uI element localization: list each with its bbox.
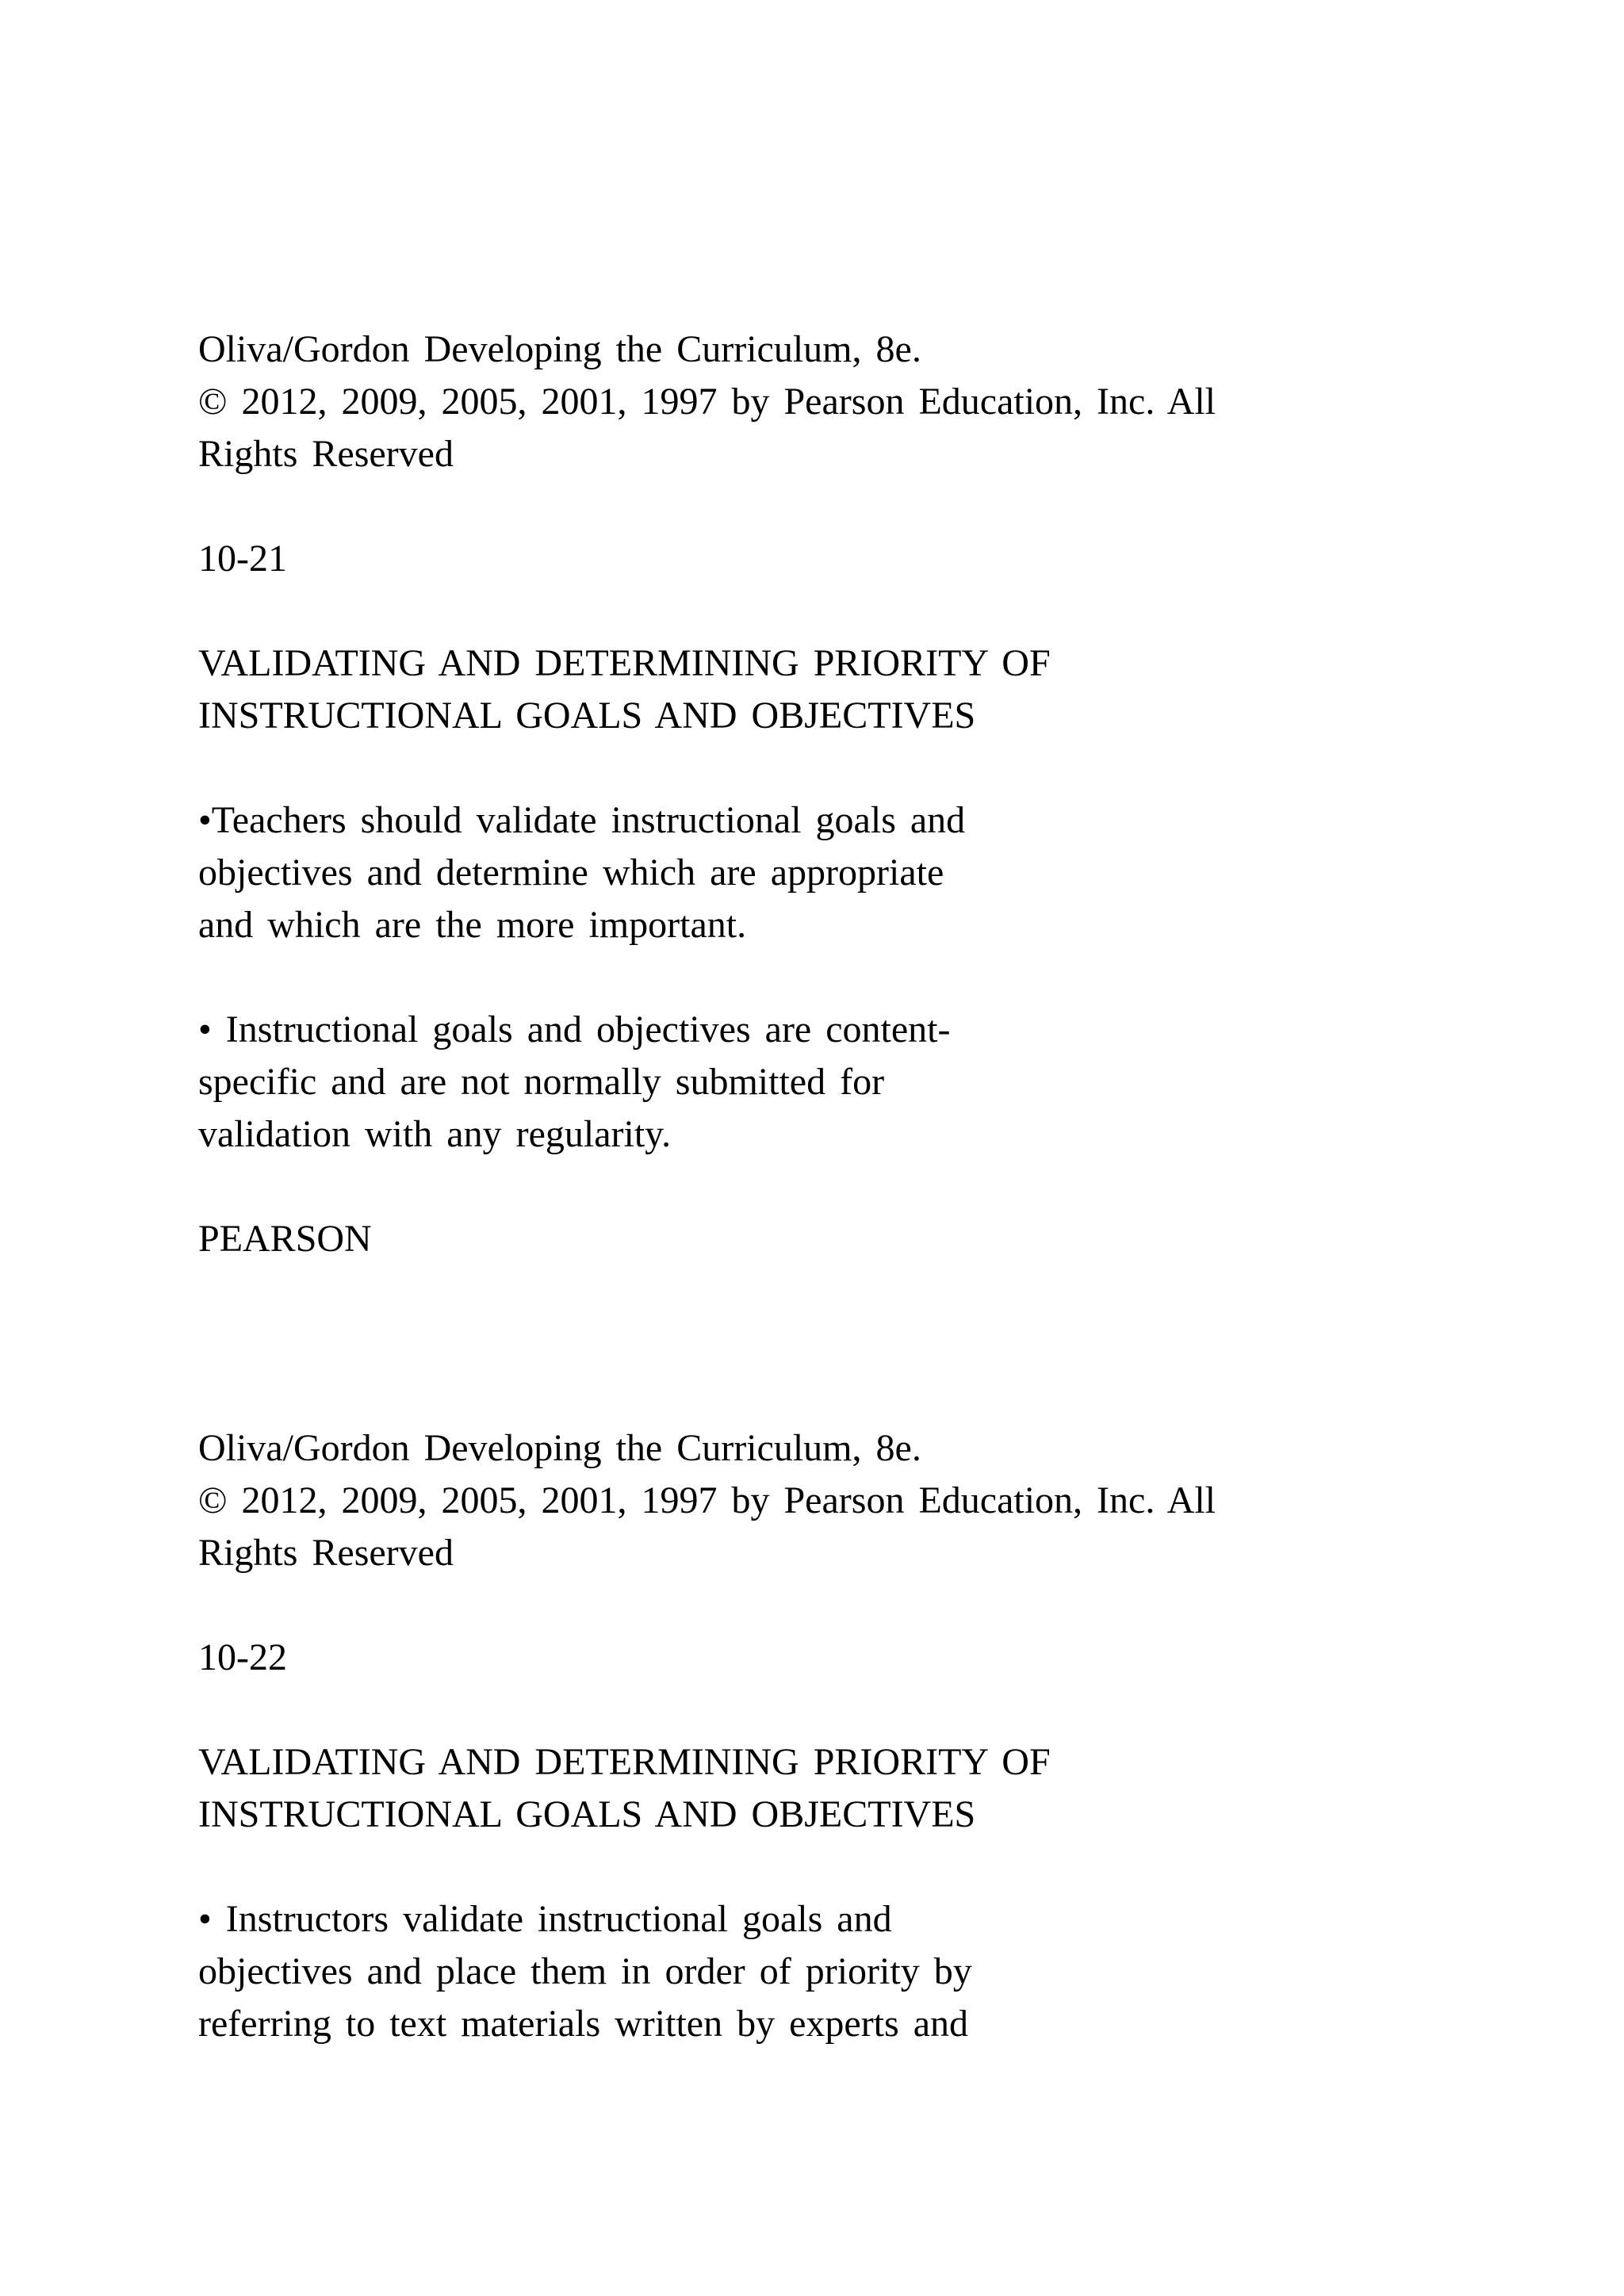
bullet-text: specific and are not normally submitted for — [198, 1061, 885, 1103]
book-title: Oliva/Gordon Developing the Curriculum, 8e. — [198, 328, 921, 370]
bullet-text: •Teachers should validate instructional goals and — [198, 799, 966, 841]
publisher-name: PEARSON — [198, 1218, 372, 1260]
bullet-text: • Instructors validate instructional goals and — [198, 1898, 892, 1940]
copyright-line: © 2012, 2009, 2005, 2001, 1997 by Pearson Education, Inc. All — [198, 1479, 1216, 1521]
bullet-text: referring to text materials written by experts and — [198, 2003, 968, 2045]
bullet-text: and which are the more important. — [198, 904, 747, 946]
bullet-text: validation with any regularity. — [198, 1113, 672, 1155]
slide-heading: INSTRUCTIONAL GOALS AND OBJECTIVES — [198, 1793, 976, 1835]
bullet-item — [198, 1004, 1546, 1161]
copyright-line: Rights Reserved — [198, 1532, 454, 1574]
slide-heading: VALIDATING AND DETERMINING PRIORITY OF — [198, 1741, 1051, 1783]
slide-block — [198, 1422, 1546, 2050]
slide-block — [198, 323, 1546, 1265]
slide-number: 10-22 — [198, 1636, 287, 1678]
bullet-item — [198, 794, 1546, 951]
bullet-item — [198, 1893, 1546, 2050]
slide-heading: VALIDATING AND DETERMINING PRIORITY OF — [198, 642, 1051, 684]
bullet-text: • Instructional goals and objectives are content- — [198, 1008, 951, 1050]
bullet-text: objectives and determine which are appropriate — [198, 851, 944, 894]
slide-heading: INSTRUCTIONAL GOALS AND OBJECTIVES — [198, 695, 976, 737]
document-page — [198, 323, 1546, 2050]
copyright-line: © 2012, 2009, 2005, 2001, 1997 by Pearson Education, Inc. All — [198, 381, 1216, 423]
copyright-line: Rights Reserved — [198, 433, 454, 475]
slide-number: 10-21 — [198, 538, 287, 580]
book-title: Oliva/Gordon Developing the Curriculum, 8e. — [198, 1427, 921, 1469]
bullet-text: objectives and place them in order of priority by — [198, 1950, 972, 1992]
